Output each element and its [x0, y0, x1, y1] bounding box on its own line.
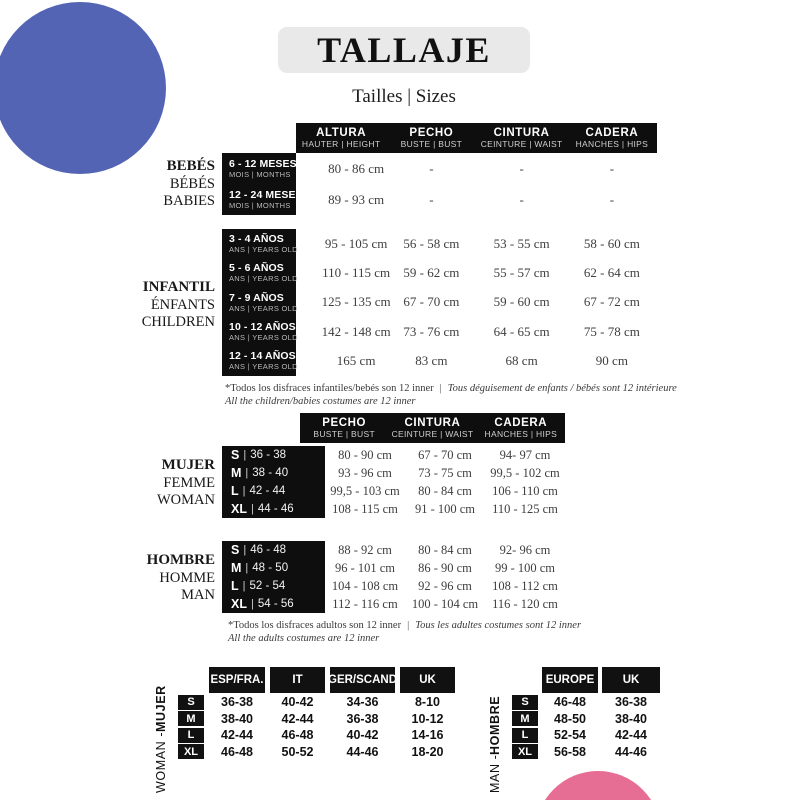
value-cell: -: [609, 160, 615, 176]
value-cell: 165 cm: [336, 353, 376, 369]
note-fr: Tous déguisement de enfants / bébés sont 12 intérieure: [447, 383, 677, 394]
value-cell: 44-46: [615, 744, 647, 759]
size-cell: [222, 288, 296, 317]
size-cell: [222, 347, 296, 376]
pink-circle-decoration: [535, 771, 661, 800]
column-header: IT: [270, 667, 325, 693]
group-label-line: MAN: [181, 586, 215, 603]
value-cell: 96 - 101 cm: [334, 560, 396, 575]
size-range: 12 - 14 AÑOS: [229, 350, 296, 363]
value-cell: 56 - 58 cm: [403, 235, 460, 251]
header-title: PECHO: [322, 416, 367, 429]
value-cell: -: [609, 191, 615, 207]
note-separator: |: [439, 383, 442, 394]
column-header: ESP/FRA.: [209, 667, 265, 693]
header-subtitle: CEINTURE | WAIST: [480, 138, 563, 149]
group-label-line: HOMME: [159, 569, 215, 586]
value-cell: 67 - 70 cm: [403, 294, 460, 310]
value-cell: 89 - 93 cm: [328, 191, 385, 207]
size-box: L: [178, 728, 204, 743]
value-cell: 36-38: [615, 695, 647, 709]
group-label-line: INFANTIL: [142, 279, 215, 295]
value-cell: 64 - 65 cm: [493, 323, 550, 339]
value-cell: 108 - 115 cm: [332, 501, 398, 516]
column-header: UK: [400, 667, 455, 693]
value-cell: 68 cm: [505, 353, 538, 369]
man-table-vertical-label: [484, 667, 506, 793]
size-unit: MOIS | MONTHS: [229, 169, 291, 179]
value-cell: 112 - 116 cm: [332, 596, 398, 611]
size-unit: ANS | YEARS OLD: [229, 333, 298, 343]
note-fr: Tous les adultes costumes sont 12 inner: [415, 620, 582, 631]
value-cell: 14-16: [411, 728, 444, 742]
group-label-woman: [60, 457, 215, 509]
value-cell: 58 - 60 cm: [583, 235, 640, 251]
value-cell: -: [519, 160, 524, 176]
man-size-table: [222, 541, 565, 613]
children-note-line2: All the children/babies costumes are 12 inner: [225, 396, 416, 407]
pipe-separator: |: [250, 503, 254, 515]
size-letter: L: [231, 579, 239, 593]
group-label-line: BABIES: [163, 192, 215, 209]
size-unit: MOIS | MONTHS: [229, 200, 291, 210]
size-letter: S: [231, 448, 240, 462]
value-cell: 42-44: [281, 711, 314, 726]
size-range: 48 - 50: [252, 562, 289, 574]
adult-note-line1: [228, 619, 581, 632]
size-cell: [222, 464, 325, 482]
pipe-separator: |: [245, 562, 249, 574]
value-cell: 106 - 110 cm: [492, 483, 558, 498]
vertical-label-prefix: MAN -: [488, 754, 502, 793]
value-cell: -: [429, 191, 434, 207]
size-letter: XL: [231, 597, 247, 611]
size-cell: [222, 482, 325, 500]
value-cell: 50-52: [281, 744, 314, 759]
value-cell: 92 - 96 cm: [418, 578, 472, 593]
measurements-header-row: [296, 123, 657, 153]
header-title: ALTURA: [316, 126, 367, 139]
value-cell: 110 - 115 cm: [322, 265, 391, 281]
note-es: *Todos los disfraces adultos son 12 inner: [228, 620, 402, 631]
value-cell: 88 - 92 cm: [338, 542, 392, 557]
size-letter: S: [231, 543, 240, 557]
man-conversion-table: [512, 667, 660, 759]
corner-spacer: [178, 667, 204, 693]
size-box: M: [512, 711, 538, 726]
value-cell: 36-38: [221, 695, 253, 709]
children-note-line1: [225, 382, 677, 395]
size-unit: ANS | YEARS OLD: [229, 274, 298, 284]
size-range: 44 - 46: [257, 503, 294, 515]
value-cell: 40-42: [346, 728, 379, 742]
header-title: CADERA: [585, 126, 639, 139]
size-box: S: [512, 695, 538, 710]
value-cell: 142 - 148 cm: [321, 323, 391, 339]
size-box: XL: [178, 744, 204, 759]
value-cell: 73 - 76 cm: [403, 323, 460, 339]
value-cell: 91 - 100 cm: [414, 501, 476, 516]
size-unit: ANS | YEARS OLD: [229, 362, 298, 372]
size-cell: [222, 317, 296, 346]
header-title: CADERA: [494, 416, 548, 429]
value-cell: 80 - 84 cm: [418, 542, 472, 557]
value-cell: 80 - 84 cm: [418, 483, 472, 498]
column-header: GER/SCAND: [330, 667, 395, 693]
value-cell: 48-50: [554, 711, 586, 726]
value-cell: 99 - 100 cm: [494, 560, 556, 575]
header-cintura: [477, 123, 567, 153]
adult-note-line2: All the adults costumes are 12 inner: [228, 633, 380, 644]
value-cell: 18-20: [411, 744, 444, 759]
group-label-man: [60, 552, 215, 604]
size-box: M: [178, 711, 204, 726]
size-letter: XL: [231, 502, 247, 516]
value-cell: 8-10: [414, 695, 441, 709]
value-cell: 40-42: [281, 695, 314, 709]
adult-measurements-header-row: [300, 413, 565, 443]
size-range: 38 - 40: [252, 467, 289, 479]
header-subtitle: HANCHES | HIPS: [575, 138, 649, 149]
size-range: 7 - 9 AÑOS: [229, 291, 284, 304]
size-box: XL: [512, 744, 538, 759]
size-range: 54 - 56: [257, 598, 294, 610]
value-cell: 34-36: [346, 695, 379, 709]
size-range: 42 - 44: [249, 485, 286, 497]
woman-table-vertical-label: [150, 667, 172, 793]
pipe-separator: |: [242, 485, 246, 497]
header-cadera: [477, 413, 565, 443]
value-cell: 53 - 55 cm: [493, 235, 550, 251]
children-note: [225, 382, 677, 408]
value-cell: 10-12: [411, 711, 444, 726]
size-cell: [222, 446, 325, 464]
woman-conversion-table: [178, 667, 455, 759]
adult-note: [228, 619, 581, 645]
value-cell: 59 - 62 cm: [403, 265, 460, 281]
size-range: 46 - 48: [250, 544, 287, 556]
corner-spacer: [512, 667, 538, 693]
value-cell: 99,5 - 102 cm: [490, 465, 560, 480]
value-cell: 46-48: [554, 695, 586, 709]
size-cell: [222, 500, 325, 518]
group-label-babies: [60, 158, 215, 210]
value-cell: 75 - 78 cm: [583, 323, 640, 339]
size-box: S: [178, 695, 204, 710]
value-cell: 99,5 - 103 cm: [330, 483, 400, 498]
value-cell: 95 - 105 cm: [324, 235, 388, 251]
column-header: EUROPE: [542, 667, 598, 693]
value-cell: 80 - 86 cm: [328, 160, 385, 176]
babies-size-table: [222, 153, 657, 215]
value-cell: 46-48: [281, 728, 314, 742]
group-label-line: BEBÉS: [166, 158, 215, 174]
value-cell: 44-46: [346, 744, 379, 759]
value-cell: 80 - 90 cm: [338, 447, 392, 462]
group-label-line: WOMAN: [157, 491, 215, 508]
size-cell: [222, 153, 296, 184]
value-cell: -: [429, 160, 434, 176]
value-cell: 104 - 108 cm: [331, 578, 399, 593]
size-range: 52 - 54: [249, 580, 286, 592]
page-subtitle: Tailles | Sizes: [352, 86, 456, 107]
vertical-label-prefix: WOMAN -: [154, 731, 168, 793]
header-cadera: [567, 123, 657, 153]
header-altura: [296, 123, 386, 153]
size-cell: [222, 258, 296, 287]
size-range: 12 - 24 MESES: [229, 188, 303, 201]
header-pecho: [386, 123, 476, 153]
woman-size-table: [222, 446, 565, 518]
value-cell: 73 - 75 cm: [418, 465, 472, 480]
value-cell: 42-44: [221, 728, 253, 742]
pipe-separator: |: [242, 580, 246, 592]
header-cintura: [388, 413, 476, 443]
value-cell: 56-58: [554, 744, 586, 759]
value-cell: 38-40: [221, 711, 253, 726]
vertical-label-bold: HOMBRE: [488, 695, 502, 755]
value-cell: 67 - 72 cm: [583, 294, 640, 310]
value-cell: 90 cm: [595, 353, 628, 369]
group-label-line: FEMME: [163, 474, 215, 491]
value-cell: 100 - 104 cm: [411, 596, 479, 611]
size-range: 5 - 6 AÑOS: [229, 262, 284, 275]
group-label-line: ÉNFANTS: [150, 296, 215, 313]
value-cell: 36-38: [346, 711, 379, 726]
size-range: 6 - 12 MESES: [229, 157, 297, 170]
value-cell: 62 - 64 cm: [583, 265, 640, 281]
header-subtitle: BUSTE | BUST: [313, 428, 375, 439]
group-label-line: BÉBÉS: [169, 175, 215, 192]
header-subtitle: CEINTURE | WAIST: [391, 428, 474, 439]
header-pecho: [300, 413, 388, 443]
size-cell: [222, 595, 325, 613]
value-cell: 38-40: [615, 711, 647, 726]
group-label-children: [60, 279, 215, 331]
size-letter: M: [231, 466, 242, 480]
value-cell: 86 - 90 cm: [418, 560, 472, 575]
page-title: TALLAJE: [317, 30, 491, 70]
page-title-box: [278, 27, 530, 73]
size-range: 36 - 38: [250, 449, 287, 461]
header-title: CINTURA: [493, 126, 550, 139]
value-cell: 125 - 135 cm: [321, 294, 391, 310]
size-range: 10 - 12 AÑOS: [229, 321, 296, 334]
group-label-line: CHILDREN: [141, 313, 215, 330]
blue-circle-decoration: [0, 2, 166, 174]
vertical-label-bold: MUJER: [154, 685, 168, 732]
size-cell: [222, 577, 325, 595]
value-cell: 55 - 57 cm: [493, 265, 550, 281]
value-cell: 108 - 112 cm: [492, 578, 558, 593]
header-subtitle: BUSTE | BUST: [400, 138, 463, 149]
size-box: L: [512, 728, 538, 743]
size-cell: [222, 229, 296, 258]
size-letter: M: [231, 561, 242, 575]
header-subtitle: HAUTER | HEIGHT: [301, 138, 381, 149]
header-title: PECHO: [409, 126, 454, 139]
size-unit: ANS | YEARS OLD: [229, 303, 298, 313]
header-title: CINTURA: [404, 416, 461, 429]
value-cell: 94- 97 cm: [499, 447, 551, 462]
header-subtitle: HANCHES | HIPS: [484, 428, 558, 439]
value-cell: 52-54: [554, 728, 586, 742]
value-cell: 116 - 120 cm: [492, 596, 558, 611]
size-cell: [222, 559, 325, 577]
value-cell: 83 cm: [415, 353, 448, 369]
size-range: 3 - 4 AÑOS: [229, 232, 284, 245]
note-separator: |: [407, 620, 410, 631]
value-cell: 59 - 60 cm: [493, 294, 550, 310]
value-cell: 46-48: [221, 744, 253, 759]
size-cell: [222, 541, 325, 559]
pipe-separator: |: [250, 598, 254, 610]
size-unit: ANS | YEARS OLD: [229, 244, 298, 254]
note-es: *Todos los disfraces infantiles/bebés son 12 inner: [225, 383, 434, 394]
value-cell: 42-44: [615, 728, 647, 742]
pipe-separator: |: [245, 467, 249, 479]
column-header: UK: [602, 667, 660, 693]
value-cell: -: [519, 191, 524, 207]
pipe-separator: |: [243, 544, 247, 556]
size-cell: [222, 184, 303, 215]
group-label-line: MUJER: [161, 457, 215, 473]
group-label-line: HOMBRE: [146, 552, 215, 568]
value-cell: 110 - 125 cm: [492, 501, 558, 516]
value-cell: 93 - 96 cm: [338, 465, 392, 480]
value-cell: 92- 96 cm: [499, 542, 551, 557]
size-letter: L: [231, 484, 239, 498]
value-cell: 67 - 70 cm: [418, 447, 472, 462]
children-size-table: [222, 229, 657, 376]
pipe-separator: |: [243, 449, 247, 461]
